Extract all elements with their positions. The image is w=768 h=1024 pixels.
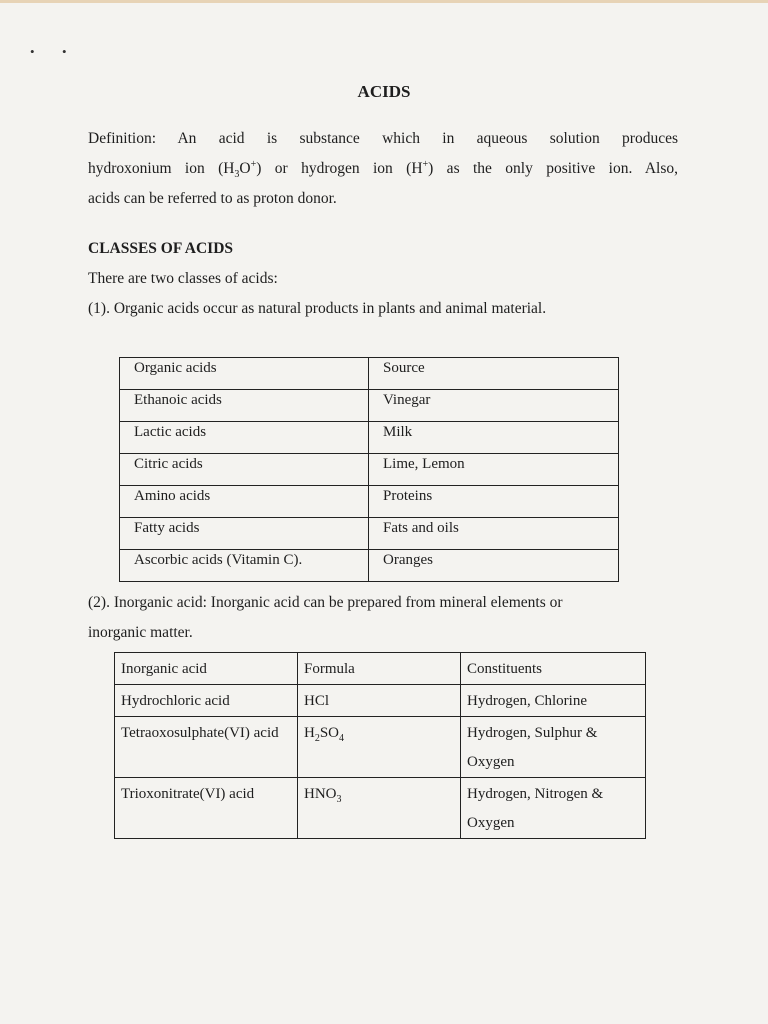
classes-intro: There are two classes of acids:	[88, 270, 278, 287]
table-cell: Hydrochloric acid	[115, 685, 298, 717]
table-row	[120, 422, 619, 454]
table-cell: Fatty acids	[120, 518, 369, 550]
table-cell: Milk	[369, 422, 619, 454]
table-cell: Citric acids	[120, 454, 369, 486]
definition-line-2: hydroxonium ion $(H_3O^+)$ or hydrogen ion (H+) as the only positive ion. Also,	[88, 158, 678, 181]
table-cell: Hydrogen, Nitrogen & Oxygen	[461, 778, 646, 839]
page-title: ACIDS	[357, 82, 411, 101]
table-header-row	[120, 358, 619, 390]
table-row	[120, 454, 619, 486]
table-cell: Amino acids	[120, 486, 369, 518]
pen-mark-icon: •	[30, 44, 35, 59]
definition-line-1: Definition: An acid is substance which in aqueous solution produces	[88, 130, 678, 147]
inorganic-intro-line-2: inorganic matter.	[88, 624, 193, 641]
table-header-cell: Constituents	[461, 653, 646, 685]
table-cell: Fats and oils	[369, 518, 619, 550]
pen-mark-icon: •	[62, 44, 67, 59]
table-cell: Tetraoxosulphate(VI) acid	[115, 717, 298, 778]
table-row	[120, 550, 619, 582]
formula-cell: $HNO_3$	[298, 778, 461, 839]
table-cell: Proteins	[369, 486, 619, 518]
table-cell: Trioxonitrate(VI) acid	[115, 778, 298, 839]
definition-line-3: acids can be referred to as proton donor.	[88, 190, 337, 207]
formula-cell: HCl	[298, 685, 461, 717]
table-cell: Hydrogen, Sulphur & Oxygen	[461, 717, 646, 778]
table-cell: Lactic acids	[120, 422, 369, 454]
table-cell: Hydrogen, Chlorine	[461, 685, 646, 717]
definition-paragraph	[88, 124, 678, 214]
table-cell: Oranges	[369, 550, 619, 582]
organic-acids-table	[119, 357, 619, 582]
formula-cell: $H_2SO_4$	[298, 717, 461, 778]
page-edge	[0, 0, 768, 3]
table-row	[115, 717, 646, 778]
table-row	[120, 390, 619, 422]
table-row	[120, 486, 619, 518]
table-header-cell: Formula	[298, 653, 461, 685]
table-cell: Lime, Lemon	[369, 454, 619, 486]
table-header-cell: Source	[369, 358, 619, 390]
table-header-cell: Inorganic acid	[115, 653, 298, 685]
table-header-cell: Organic acids	[120, 358, 369, 390]
inorganic-acids-table	[114, 652, 646, 839]
table-cell: Ethanoic acids	[120, 390, 369, 422]
table-row	[120, 518, 619, 550]
classes-heading: CLASSES OF ACIDS	[88, 240, 234, 257]
table-row	[115, 685, 646, 717]
table-header-row	[115, 653, 646, 685]
table-row	[115, 778, 646, 839]
table-cell: Vinegar	[369, 390, 619, 422]
organic-intro: (1). Organic acids occur as natural products in plants and animal material.	[88, 300, 547, 317]
inorganic-intro-line-1: (2). Inorganic acid: Inorganic acid can be prepared from mineral elements or	[88, 594, 563, 611]
table-cell: Ascorbic acids (Vitamin C).	[120, 550, 369, 582]
